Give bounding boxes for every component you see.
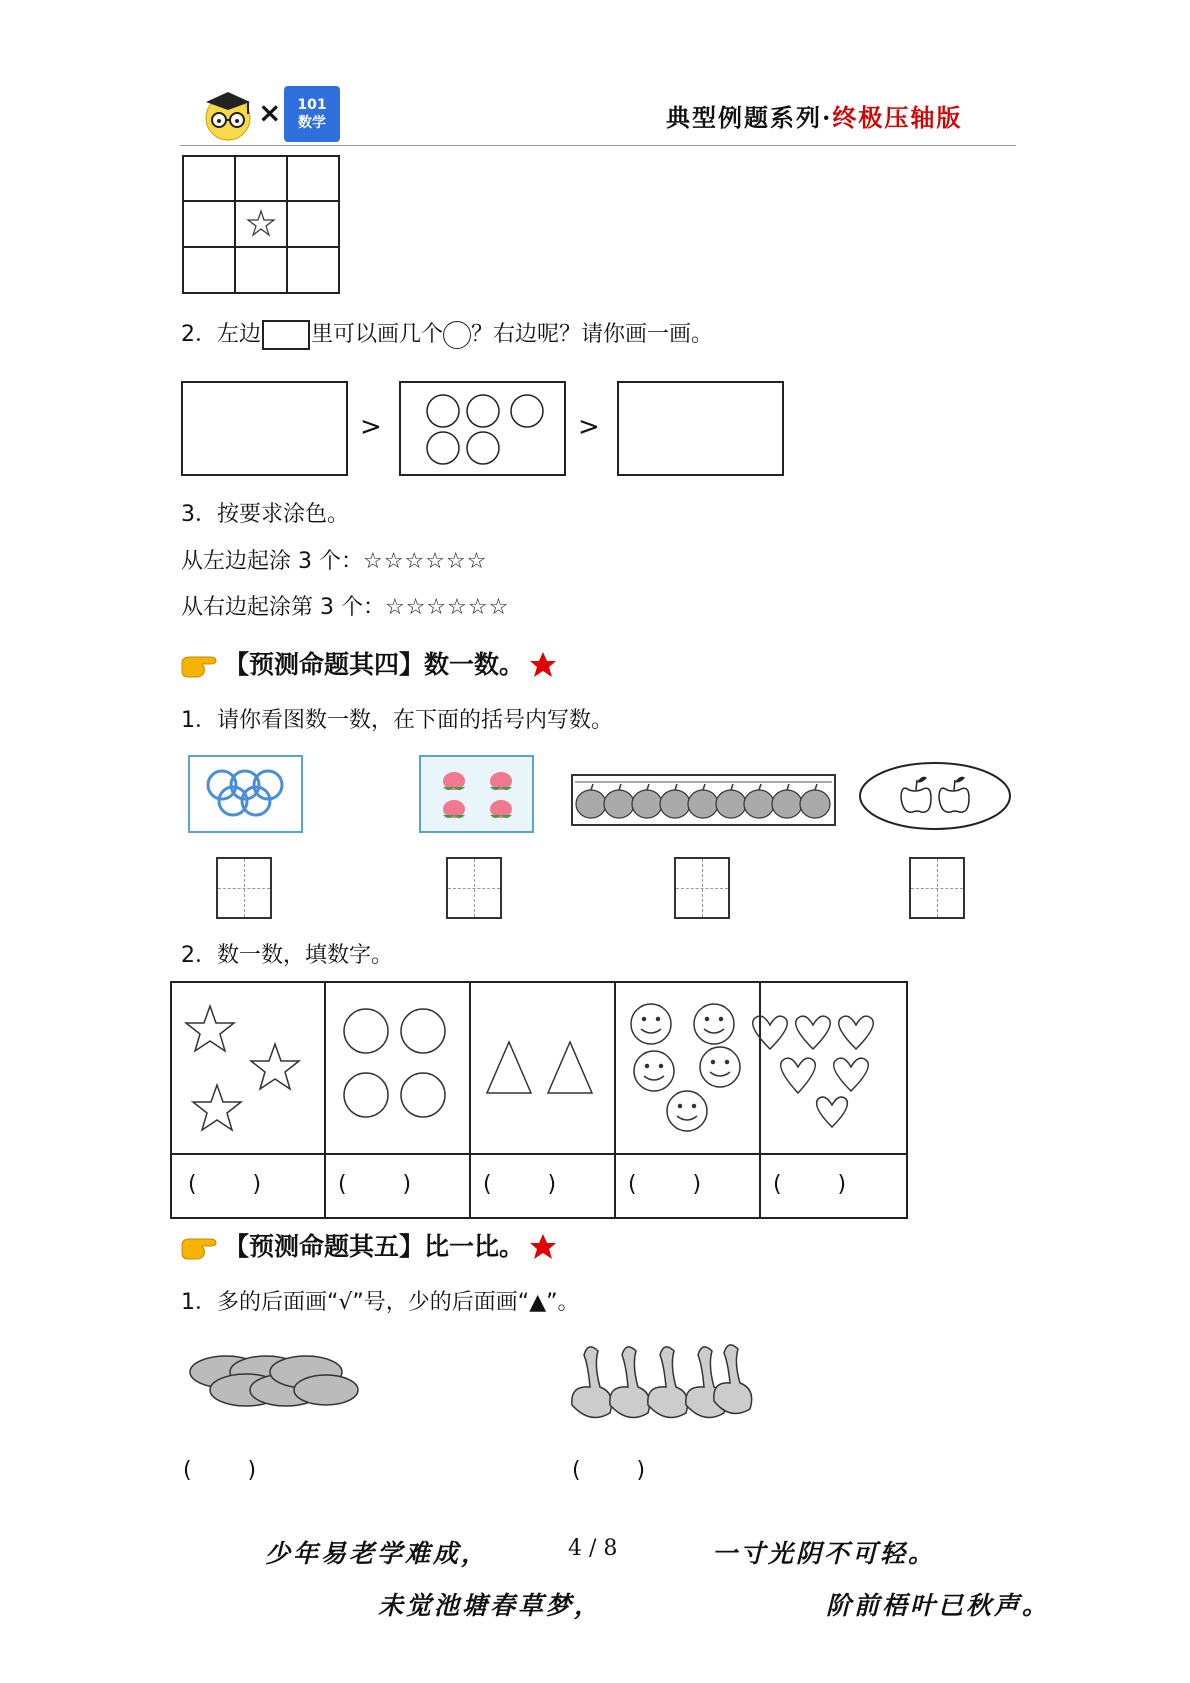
- circle-icon: [511, 395, 543, 427]
- page-number: 4 / 8: [568, 1536, 618, 1561]
- worms-answer[interactable]: ( ): [183, 1458, 257, 1483]
- header-cross: ×: [258, 96, 282, 129]
- mascot-icon: [200, 86, 256, 142]
- brand-text: 典型例题系列·: [666, 103, 833, 132]
- grid-star-icon: [248, 211, 274, 235]
- smiley-icon: [631, 1004, 671, 1044]
- q2-text-b: 里可以画几个: [311, 322, 444, 347]
- circle-icon: [467, 395, 499, 427]
- star-outline-icon: [193, 1085, 241, 1130]
- apple-icon: [772, 784, 802, 818]
- apple-outline-icon: [939, 777, 969, 813]
- q3-line1-label: 从左边起涂 3 个：: [181, 549, 363, 574]
- peach-icon: [443, 772, 465, 790]
- peach-icon: [490, 772, 512, 790]
- smiley-icon: [694, 1004, 734, 1044]
- heart-icon: [796, 1016, 831, 1049]
- brand-highlight: 终极压轴版: [832, 103, 963, 132]
- header-logo-101: [284, 86, 340, 142]
- circle-icon: [401, 1009, 445, 1053]
- count-answer-triangles[interactable]: ( ): [483, 1172, 557, 1197]
- apples-oval-picture: [857, 760, 1013, 836]
- header-divider: [180, 145, 1016, 146]
- count-answer-smileys[interactable]: ( ): [628, 1172, 702, 1197]
- q2-gt-2: >: [578, 412, 600, 442]
- worm-icon: [190, 1356, 358, 1406]
- q2-gt-1: >: [360, 412, 382, 442]
- circle-icon: [344, 1073, 388, 1117]
- heart-icon: [753, 1016, 788, 1049]
- section4-q1: 1．请你看图数一数，在下面的括号内写数。: [181, 708, 613, 733]
- q3-line1-stars[interactable]: ☆☆☆☆☆☆: [362, 549, 488, 574]
- apple-icon: [604, 784, 634, 818]
- red-star-icon: [528, 1232, 558, 1262]
- apple-icon: [688, 784, 718, 818]
- section4-heading: [180, 647, 558, 683]
- smiley-icon: [667, 1091, 707, 1131]
- q2-text-a: 2．左边: [181, 322, 261, 347]
- footer-poem-line-4: 阶前梧叶已秋声。: [826, 1591, 1051, 1620]
- apple-icon: [576, 784, 606, 818]
- pointing-hand-icon: [180, 1231, 222, 1263]
- pointing-hand-icon: [180, 649, 222, 681]
- apple-outline-icon: [901, 777, 931, 813]
- answer-box-rings[interactable]: [216, 857, 272, 919]
- footer-poem-line-1: 少年易老学难成，: [265, 1539, 490, 1568]
- peaches-picture: [419, 755, 534, 833]
- header-brand: [666, 98, 962, 133]
- count-table: [170, 981, 908, 1219]
- answer-box-apples-oval[interactable]: [909, 857, 965, 919]
- star-outline-icon: [251, 1044, 299, 1089]
- swans-picture: [560, 1335, 760, 1439]
- circle-icon: [427, 432, 459, 464]
- worms-picture: [186, 1338, 366, 1422]
- q3-title: 3．按要求涂色。: [181, 502, 349, 527]
- q2-inline-circle: [443, 321, 471, 349]
- section4-q2: 2．数一数，填数字。: [181, 943, 393, 968]
- star-grid: [182, 155, 342, 299]
- circle-icon: [401, 1073, 445, 1117]
- q2-line: [181, 320, 713, 352]
- swan-icon: [572, 1345, 752, 1418]
- apple-icon: [632, 784, 662, 818]
- star-outline-icon: [186, 1006, 234, 1051]
- peach-icon: [490, 800, 512, 818]
- apple-icon: [744, 784, 774, 818]
- q2-left-box[interactable]: [181, 381, 348, 476]
- q2-text-c: ？右边呢？请你画一画。: [471, 322, 714, 347]
- apple-icon: [660, 784, 690, 818]
- peach-icon: [443, 800, 465, 818]
- answer-box-peaches[interactable]: [446, 857, 502, 919]
- q2-inline-box: [262, 320, 310, 350]
- q3-line-1: [181, 547, 487, 577]
- apple-icon: [716, 784, 746, 818]
- q3-line-2: [181, 593, 509, 623]
- header-logo-mascot: [200, 86, 256, 146]
- circle-icon: [427, 395, 459, 427]
- red-star-icon: [528, 650, 558, 680]
- apple-icon: [800, 784, 830, 818]
- smiley-icon: [700, 1047, 740, 1087]
- apples-row-picture: [571, 774, 836, 826]
- logo-text: 101 数学: [297, 97, 327, 131]
- count-answer-circles[interactable]: ( ): [338, 1172, 412, 1197]
- section5-heading: [180, 1229, 558, 1265]
- count-answer-stars[interactable]: ( ): [188, 1172, 262, 1197]
- rings-picture: [188, 755, 303, 833]
- q2-middle-box: [399, 381, 566, 476]
- section5-title: 【预测命题其五】比一比。: [224, 1232, 525, 1261]
- q3-line2-label: 从右边起涂第 3 个：: [181, 595, 385, 620]
- answer-box-apples-row[interactable]: [674, 857, 730, 919]
- footer-poem-line-2: 一寸光阴不可轻。: [712, 1539, 937, 1568]
- circle-icon: [467, 432, 499, 464]
- section5-q1: 1．多的后面画“√”号，少的后面画“▲”。: [181, 1290, 580, 1315]
- q2-right-box[interactable]: [617, 381, 784, 476]
- count-answer-hearts[interactable]: ( ): [773, 1172, 847, 1197]
- triangle-icon: [487, 1042, 531, 1093]
- section4-title: 【预测命题其四】数一数。: [224, 650, 525, 679]
- circle-icon: [344, 1009, 388, 1053]
- smiley-icon: [634, 1051, 674, 1091]
- heart-icon: [839, 1016, 874, 1049]
- heart-icon: [817, 1097, 848, 1127]
- footer-poem-line-3: 未觉池塘春草梦，: [378, 1591, 603, 1620]
- triangle-icon: [548, 1042, 592, 1093]
- q3-line2-stars[interactable]: ☆☆☆☆☆☆: [384, 595, 510, 620]
- heart-icon: [834, 1058, 869, 1091]
- swans-answer[interactable]: ( ): [572, 1458, 646, 1483]
- heart-icon: [781, 1058, 816, 1093]
